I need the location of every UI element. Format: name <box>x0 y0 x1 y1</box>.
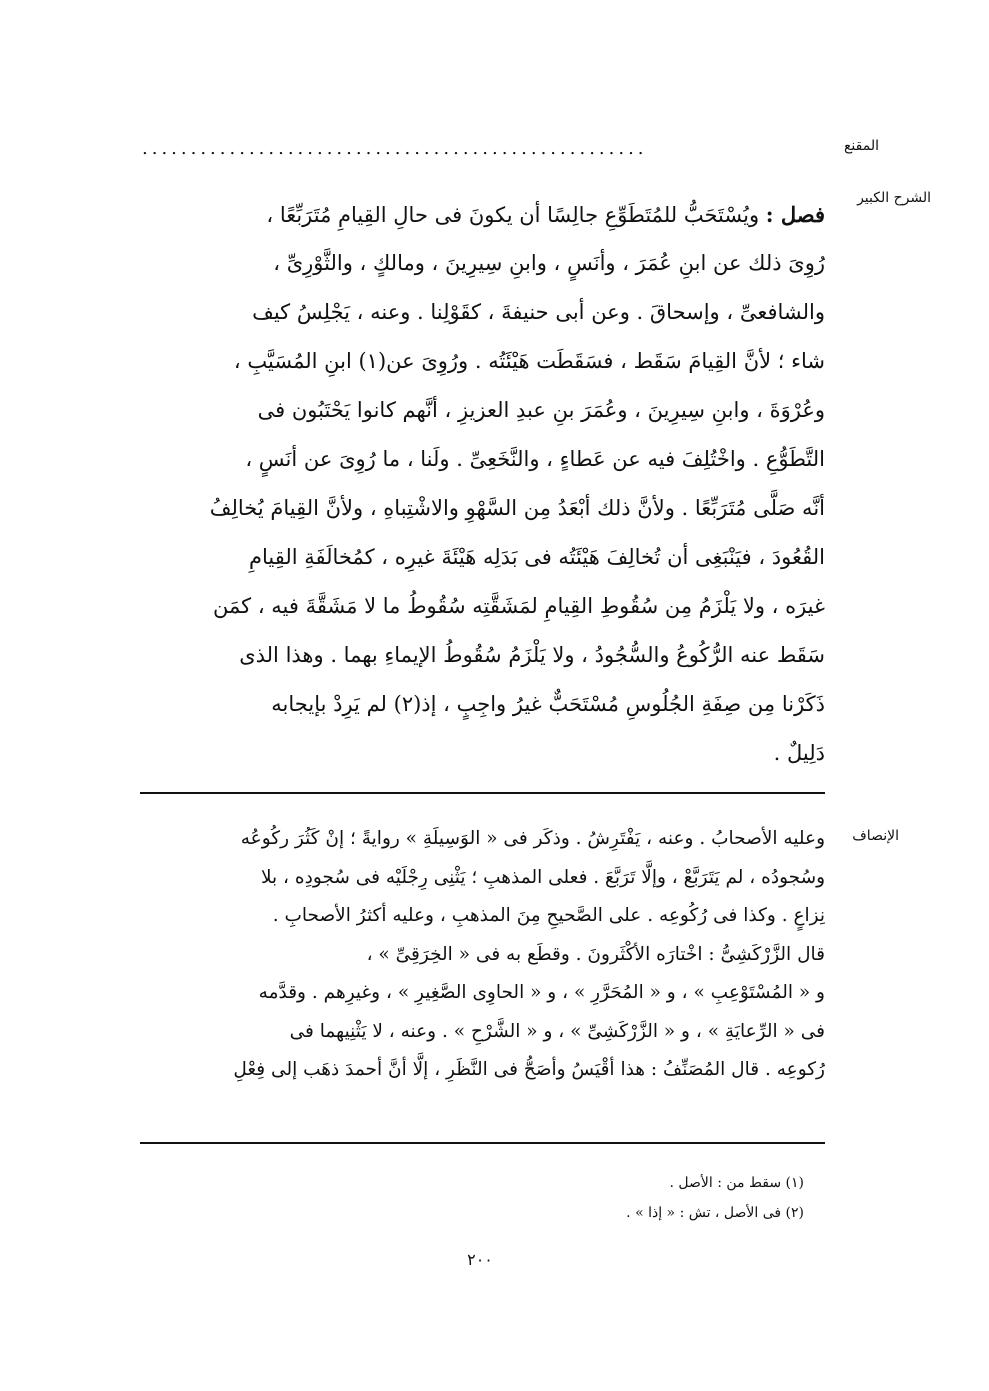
label-muqni: المقنع <box>843 138 879 154</box>
sharh-line-8: القُعُودَ ، فيَنْبَغِى أن تُخالِفَ هَيْئَتُه فى بَدَلِه هَيْئَةَ غيرِه ، كمُخالَفَةِ القِيامِ <box>248 545 825 569</box>
sharh-line-3: والشافعىِّ ، وإسحاقَ . وعن أبى حنيفةَ ، كقَوْلِنا . وعنه ، يَجْلِسُ كيف <box>252 300 825 324</box>
label-insaf: الإنصاف <box>852 828 899 844</box>
sharh-line-12: دَلِيلٌ . <box>773 741 825 765</box>
sharh-line-10: سَقَط عنه الرُّكُوعُ والسُّجُودُ ، ولا يَلْزَمُ سُقُوطُ الإيماءِ بهما . وهذا الذى <box>239 643 825 667</box>
sharh-line-7: أنَّه صَلَّى مُتَرَبِّعًا . ولأنَّ ذلك أبْعَدُ مِن السَّهْوِ والاشْتِباهِ ، ولأنَّ القِيامَ يُخالِفُ <box>209 496 825 520</box>
label-sharh-kabir: الشرح الكبير <box>857 190 931 206</box>
sharh-line-11: ذَكَرْنا مِن صِفَةِ الجُلُوسِ مُسْتَحَبٌّ غيرُ واجِبٍ ، إذ(٢) لم يَرِدْ بإيجابه <box>271 692 825 716</box>
sharh-text <box>135 190 825 778</box>
insaf-line-5: و « المُسْتَوْعِبِ » ، و « المُحَرَّرِ » ، و « الحاوِى الصَّغِيرِ » ، وغيرِهم . وقدَّمه <box>258 982 825 1003</box>
insaf-line-7: رُكوعِه . قال المُصَنِّفُ : هذا أقْيَسُ وأصَحُّ فى النَّظَرِ ، إلَّا أنَّ أحمدَ ذهَب إلى فِعْلِ <box>233 1059 825 1080</box>
insaf-line-1: وعليه الأصحابُ . وعنه ، يَفْتَرِشُ . وذكَر فى « الوَسِيلَةِ » روايةً ؛ إنْ كَثُرَ ركُوعُه <box>240 828 825 849</box>
separator-dots: .................................................... <box>142 140 648 158</box>
page-number: ٢٠٠ <box>467 1250 493 1269</box>
insaf-line-2: وسُجودُه ، لم يَتَرَبَّعْ ، وإلَّا تَرَبَّعَ . فعلى المذهبِ ؛ يَثْنِى رِجْلَيْه فى سُجودِه ، بلا <box>260 866 825 888</box>
footnote-2: (٢) فى الأصل ، تش : « إذا » . <box>626 1205 804 1221</box>
footnote-divider <box>140 1142 825 1144</box>
insaf-text <box>135 820 825 1090</box>
sharh-line-5: وعُرْوَةَ ، وابنِ سِيرِينَ ، وعُمَرَ بنِ عبدِ العزيزِ ، أنَّهم كانوا يَحْتَبُون فى <box>257 398 825 422</box>
insaf-line-6: فى « الرِّعايَةِ » ، و « الزَّرْكَشِىِّ » ، و « الشَّرْحِ » . وعنه ، لا يَثْنِيهما فى <box>289 1020 825 1042</box>
footnotes <box>626 1168 804 1228</box>
insaf-line-3: نِزاعٍ . وكذا فى رُكُوعِه . على الصَّحيحِ مِنَ المذهبِ ، وعليه أكثرُ الأصحابِ . <box>272 905 825 926</box>
sharh-line-1: فصل : ويُسْتَحَبُّ للمُتَطَوِّعِ جالِسًا أن يكونَ فى حالِ القِيامِ مُتَرَبِّعًا ، <box>266 202 825 227</box>
sharh-line-2: رُوِىَ ذلك عن ابنِ عُمَرَ ، وأنَسٍ ، وابنِ سِيرِينَ ، ومالكٍ ، والثَّوْرِىِّ ، <box>273 251 825 275</box>
insaf-line-4: قال الزَّرْكَشِىُّ : اخْتارَه الأكْثَرونَ . وقطَع به فى « الخِرَقِىِّ » ، <box>366 943 825 965</box>
sharh-line-4: شاء ؛ لأنَّ القِيامَ سَقَط ، فسَقَطَت هَيْئَتُه . ورُوِىَ عن(١) ابنِ المُسَيَّبِ ، <box>233 349 825 373</box>
section-divider <box>140 792 825 794</box>
footnote-1: (١) سقط من : الأصل . <box>669 1175 804 1191</box>
section-heading: فصل : <box>765 202 825 227</box>
sharh-line-9: غيرَه ، ولا يَلْزَمُ مِن سُقُوطِ القِيامِ لمَشَقَّتِه سُقُوطُ ما لا مَشَقَّةَ فيه ، كمَن <box>213 594 825 618</box>
sharh-line-6: التَّطَوُّعِ . واخْتُلِفَ فيه عن عَطاءٍ ، والنَّخَعِىِّ . ولَنا ، ما رُوِىَ عن أنَسٍ ، <box>245 447 825 471</box>
